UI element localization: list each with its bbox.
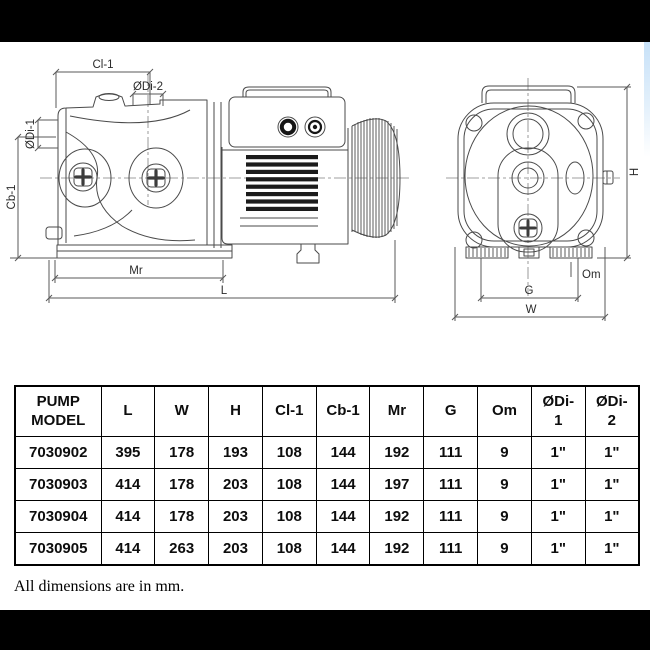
centerline: [40, 74, 410, 205]
table-row: [15, 533, 639, 566]
table-cell: 111: [424, 437, 478, 469]
column-header-cl1: Cl-1: [262, 386, 316, 437]
table-cell: 108: [262, 533, 316, 566]
table-cell: 1": [531, 469, 585, 501]
bottom-letterbox-bar: [0, 610, 650, 650]
table-cell: 1": [531, 501, 585, 533]
dimensions-note: All dimensions are in mm.: [14, 578, 185, 595]
table-cell: 395: [101, 437, 155, 469]
dim-label-di1: ØDi-1: [25, 118, 37, 150]
dim-label-di2: ØDi-2: [132, 81, 164, 93]
table-cell: 108: [262, 437, 316, 469]
dim-label-g: G: [524, 285, 534, 297]
column-header-cb1: Cb-1: [316, 386, 370, 437]
table-cell: 7030902: [15, 437, 101, 469]
table-cell: 1": [531, 437, 585, 469]
pump-head-outline: [46, 94, 221, 249]
fan-cover-ribs: [355, 118, 397, 238]
column-header-mr: Mr: [370, 386, 424, 437]
table-cell: 203: [209, 533, 263, 566]
table-cell: 178: [155, 437, 209, 469]
terminal-knob-icon: [282, 121, 321, 133]
pump-front-view: [446, 78, 641, 321]
column-header-l: L: [101, 386, 155, 437]
column-header-model: PUMP MODEL: [15, 386, 101, 437]
table-cell: 7030903: [15, 469, 101, 501]
table-cell: 414: [101, 501, 155, 533]
front-outline: [458, 86, 613, 258]
dim-label-h: H: [629, 167, 641, 177]
table-cell: 1": [585, 437, 639, 469]
table-cell: 111: [424, 501, 478, 533]
front-dimension-lines: [452, 84, 631, 321]
table-cell: 9: [478, 501, 532, 533]
table-cell: 1": [531, 533, 585, 566]
table-cell: 144: [316, 437, 370, 469]
dim-label-mr: Mr: [129, 265, 143, 277]
column-header-om: Om: [478, 386, 532, 437]
dim-label-om: Om: [582, 269, 601, 281]
table-cell: 178: [155, 469, 209, 501]
column-header-w: W: [155, 386, 209, 437]
table-cell: 178: [155, 501, 209, 533]
table-cell: 203: [209, 501, 263, 533]
page-edge-highlight: [644, 42, 650, 157]
table-cell: 197: [370, 469, 424, 501]
column-header-g: G: [424, 386, 478, 437]
column-header-di2: ØDi- 2: [585, 386, 639, 437]
drain-plug-cross-icon: [521, 221, 535, 235]
table-cell: 9: [478, 533, 532, 566]
table-row: [15, 437, 639, 469]
table-cell: 7030904: [15, 501, 101, 533]
top-letterbox-bar: [0, 0, 650, 42]
table-cell: 414: [101, 469, 155, 501]
table-cell: 108: [262, 469, 316, 501]
plug-cross-icon: [76, 170, 163, 185]
dim-label-w: W: [525, 304, 537, 316]
table-cell: 111: [424, 533, 478, 566]
table-row: [15, 469, 639, 501]
dimensions-table: [14, 385, 640, 566]
table-cell: 193: [209, 437, 263, 469]
table-cell: 1": [585, 501, 639, 533]
table-row: [15, 501, 639, 533]
column-header-h: H: [209, 386, 263, 437]
table-cell: 108: [262, 501, 316, 533]
table-cell: 192: [370, 437, 424, 469]
side-dimension-lines: [10, 69, 398, 303]
motor-outline: [57, 87, 400, 263]
table-cell: 192: [370, 501, 424, 533]
table-cell: 263: [155, 533, 209, 566]
table-cell: 192: [370, 533, 424, 566]
motor-fins: [246, 155, 318, 211]
pump-side-view: [6, 59, 410, 303]
dim-label-cb1: Cb-1: [6, 184, 18, 210]
table-cell: 144: [316, 469, 370, 501]
table-cell: 111: [424, 469, 478, 501]
table-cell: 144: [316, 501, 370, 533]
table-cell: 7030905: [15, 533, 101, 566]
table-cell: 9: [478, 469, 532, 501]
table-cell: 144: [316, 533, 370, 566]
table-cell: 414: [101, 533, 155, 566]
dim-label-l: L: [220, 285, 228, 297]
table-cell: 1": [585, 469, 639, 501]
table-cell: 203: [209, 469, 263, 501]
column-header-di1: ØDi- 1: [531, 386, 585, 437]
table-cell: 1": [585, 533, 639, 566]
table-header-row: [15, 386, 639, 437]
dim-label-cl1: Cl-1: [92, 59, 114, 71]
table-cell: 9: [478, 437, 532, 469]
